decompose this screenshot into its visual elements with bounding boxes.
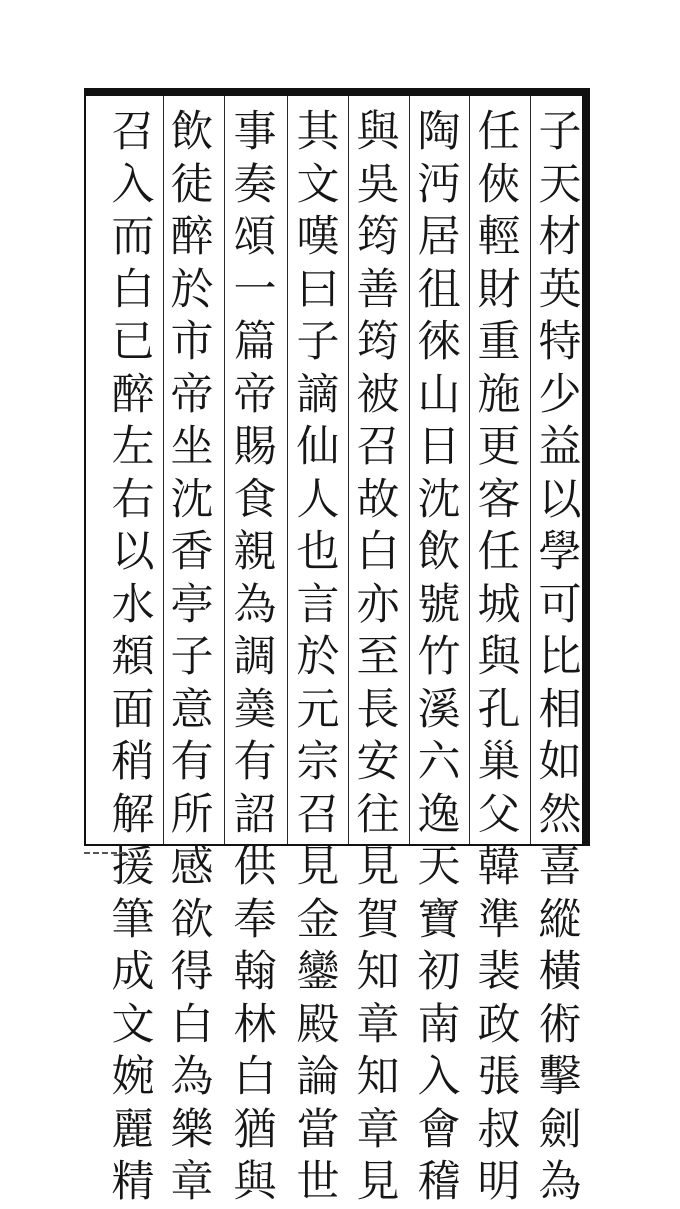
character: 筠	[356, 212, 400, 262]
character: 韓	[477, 842, 521, 892]
character: 帝	[233, 369, 277, 420]
column-rule	[348, 96, 349, 844]
character: 白	[356, 527, 400, 577]
character: 筆	[111, 894, 155, 945]
character: 故	[356, 474, 400, 525]
character: 南	[417, 999, 461, 1050]
character: 世	[296, 1157, 340, 1207]
character: 準	[477, 894, 521, 945]
character: 任	[477, 527, 521, 577]
character: 文	[111, 999, 155, 1050]
character: 初	[417, 947, 461, 997]
character: 亭	[170, 579, 214, 630]
character: 擊	[538, 1052, 582, 1102]
character: 孔	[477, 684, 521, 735]
character: 而	[111, 212, 155, 262]
character: 章	[170, 1157, 214, 1207]
character: 入	[111, 159, 155, 210]
character: 香	[170, 527, 214, 577]
character: 山	[417, 369, 461, 420]
character: 巢	[477, 737, 521, 787]
character: 徠	[417, 317, 461, 367]
character: 賀	[356, 894, 400, 945]
character: 頮	[111, 632, 155, 682]
character: 被	[356, 369, 400, 420]
character: 面	[111, 684, 155, 735]
character: 子	[296, 317, 340, 367]
character: 曰	[296, 264, 340, 315]
character: 父	[477, 789, 521, 840]
character: 奏	[233, 159, 277, 210]
character: 精	[111, 1157, 155, 1207]
character: 為	[170, 1052, 214, 1102]
character: 一	[233, 264, 277, 315]
character: 稍	[111, 737, 155, 787]
character: 特	[538, 317, 582, 367]
page-frame	[84, 88, 590, 1207]
character: 召	[111, 107, 155, 157]
character: 縱	[538, 894, 582, 945]
character: 裴	[477, 947, 521, 997]
character: 翰	[233, 947, 277, 997]
character: 知	[356, 1052, 400, 1102]
character: 篇	[233, 317, 277, 367]
page-footer-mark	[84, 852, 126, 860]
character: 英	[538, 264, 582, 315]
character: 與	[477, 632, 521, 682]
character: 與	[233, 1157, 277, 1207]
character: 長	[356, 684, 400, 735]
character: 入	[417, 1052, 461, 1102]
character: 少	[538, 369, 582, 420]
character: 坐	[170, 422, 214, 472]
text-column	[292, 106, 344, 1209]
character: 學	[538, 527, 582, 577]
character: 徒	[170, 159, 214, 210]
character: 援	[111, 842, 155, 892]
character: 感	[170, 842, 214, 892]
character: 元	[296, 684, 340, 735]
character: 也	[296, 527, 340, 577]
character: 醉	[170, 212, 214, 262]
character: 成	[111, 947, 155, 997]
character: 至	[356, 632, 400, 682]
character: 安	[356, 737, 400, 787]
character: 號	[417, 579, 461, 630]
character: 日	[417, 422, 461, 472]
text-column	[166, 106, 218, 1209]
character: 市	[170, 317, 214, 367]
character: 與	[356, 107, 400, 157]
character: 以	[111, 527, 155, 577]
character: 明	[477, 1157, 521, 1207]
column-rule	[469, 96, 470, 844]
character: 會	[417, 1104, 461, 1155]
character: 章	[356, 1104, 400, 1155]
character: 於	[296, 632, 340, 682]
character: 白	[111, 264, 155, 315]
character: 奉	[233, 894, 277, 945]
character: 詔	[233, 789, 277, 840]
character: 為	[538, 1157, 582, 1207]
character: 召	[296, 789, 340, 840]
character: 俠	[477, 159, 521, 210]
character: 所	[170, 789, 214, 840]
character: 術	[538, 999, 582, 1050]
character: 施	[477, 369, 521, 420]
character: 沈	[170, 474, 214, 525]
character: 居	[417, 212, 461, 262]
character: 已	[111, 317, 155, 367]
character: 子	[170, 632, 214, 682]
character: 白	[170, 999, 214, 1050]
character: 徂	[417, 264, 461, 315]
character: 醉	[111, 369, 155, 420]
character: 謫	[296, 369, 340, 420]
character: 材	[538, 212, 582, 262]
character: 猶	[233, 1104, 277, 1155]
column-rule	[163, 96, 164, 844]
character: 言	[296, 579, 340, 630]
character: 有	[170, 737, 214, 787]
character: 飲	[417, 527, 461, 577]
character: 往	[356, 789, 400, 840]
character: 金	[296, 894, 340, 945]
character: 仙	[296, 422, 340, 472]
character: 逸	[417, 789, 461, 840]
character: 左	[111, 422, 155, 472]
character: 帝	[170, 369, 214, 420]
character: 事	[233, 107, 277, 157]
character: 當	[296, 1104, 340, 1155]
character: 意	[170, 684, 214, 735]
text-column	[352, 106, 404, 1209]
column-rule	[287, 96, 288, 844]
character: 張	[477, 1052, 521, 1102]
text-column	[534, 106, 586, 1209]
character: 可	[538, 579, 582, 630]
text-column	[107, 106, 159, 1209]
character: 右	[111, 474, 155, 525]
character: 論	[296, 1052, 340, 1102]
character: 橫	[538, 947, 582, 997]
text-column	[413, 106, 465, 1209]
character: 天	[538, 159, 582, 210]
column-rule	[530, 96, 531, 844]
character: 見	[356, 842, 400, 892]
character: 嘆	[296, 212, 340, 262]
character: 天	[417, 842, 461, 892]
character: 人	[296, 474, 340, 525]
character: 為	[233, 579, 277, 630]
character: 頌	[233, 212, 277, 262]
character: 益	[538, 422, 582, 472]
character: 稽	[417, 1157, 461, 1207]
character: 殿	[296, 999, 340, 1050]
character: 城	[477, 579, 521, 630]
character: 竹	[417, 632, 461, 682]
text-column	[229, 106, 281, 1209]
character: 樂	[170, 1104, 214, 1155]
character: 麗	[111, 1104, 155, 1155]
character: 如	[538, 737, 582, 787]
character: 親	[233, 527, 277, 577]
character: 文	[296, 159, 340, 210]
character: 見	[356, 1157, 400, 1207]
character: 林	[233, 999, 277, 1050]
text-column	[473, 106, 525, 1209]
character: 寶	[417, 894, 461, 945]
character: 賜	[233, 422, 277, 472]
character: 善	[356, 264, 400, 315]
character: 重	[477, 317, 521, 367]
character: 婉	[111, 1052, 155, 1102]
character: 解	[111, 789, 155, 840]
character: 相	[538, 684, 582, 735]
character: 章	[356, 999, 400, 1050]
character: 於	[170, 264, 214, 315]
character: 政	[477, 999, 521, 1050]
character: 輕	[477, 212, 521, 262]
character: 知	[356, 947, 400, 997]
character: 六	[417, 737, 461, 787]
character: 供	[233, 842, 277, 892]
character: 財	[477, 264, 521, 315]
column-rule	[224, 96, 225, 844]
character: 見	[296, 842, 340, 892]
character: 以	[538, 474, 582, 525]
character: 喜	[538, 842, 582, 892]
character: 子	[538, 107, 582, 157]
character: 得	[170, 947, 214, 997]
character: 羮	[233, 684, 277, 735]
character: 劍	[538, 1104, 582, 1155]
character: 食	[233, 474, 277, 525]
character: 飲	[170, 107, 214, 157]
character: 任	[477, 107, 521, 157]
character: 更	[477, 422, 521, 472]
character: 水	[111, 579, 155, 630]
character: 召	[356, 422, 400, 472]
column-rule	[409, 96, 410, 844]
character: 其	[296, 107, 340, 157]
character: 客	[477, 474, 521, 525]
character: 有	[233, 737, 277, 787]
character: 亦	[356, 579, 400, 630]
character: 吳	[356, 159, 400, 210]
character: 欲	[170, 894, 214, 945]
character: 筠	[356, 317, 400, 367]
character: 鑾	[296, 947, 340, 997]
character: 溪	[417, 684, 461, 735]
character: 然	[538, 789, 582, 840]
character: 宗	[296, 737, 340, 787]
character: 白	[233, 1052, 277, 1102]
character: 叔	[477, 1104, 521, 1155]
character: 調	[233, 632, 277, 682]
character: 陶	[417, 107, 461, 157]
character: 比	[538, 632, 582, 682]
character: 沈	[417, 474, 461, 525]
character: 沔	[417, 159, 461, 210]
